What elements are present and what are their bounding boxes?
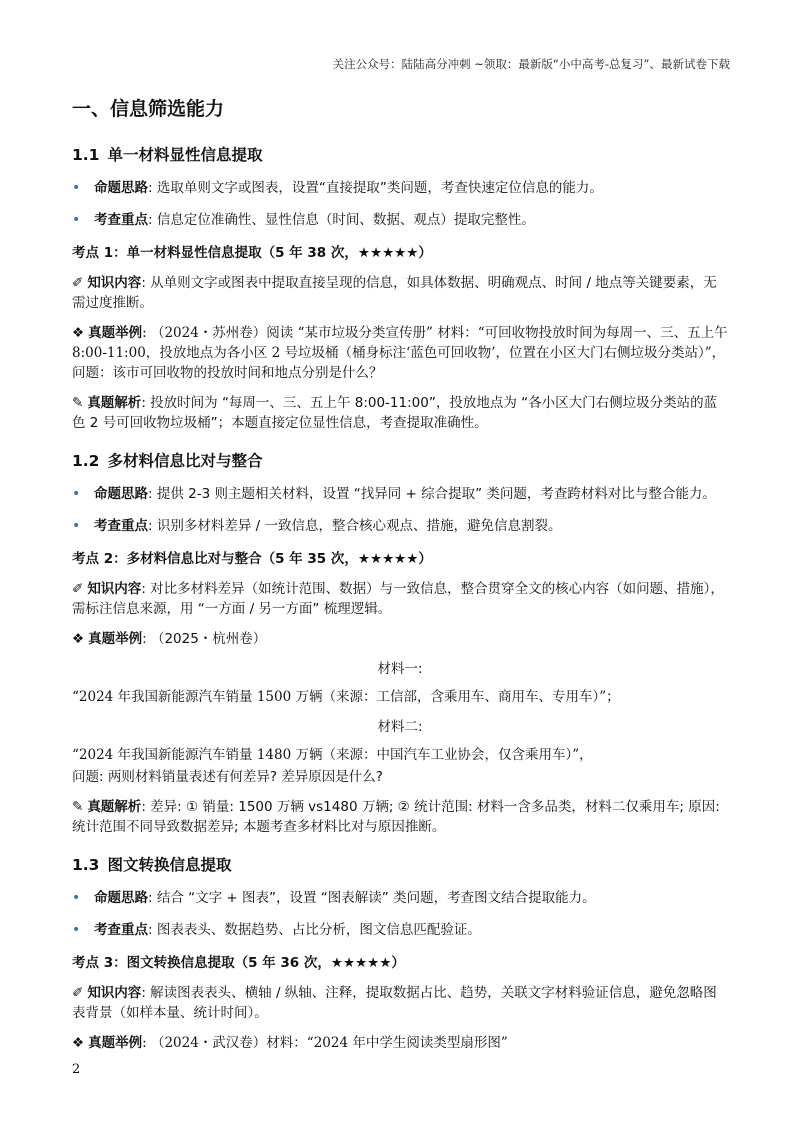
pen-icon: ✎ <box>72 799 84 815</box>
section-number: 1.2 <box>72 452 100 470</box>
knowledge-paragraph <box>72 983 728 1023</box>
pen-icon: ✎ <box>72 395 84 411</box>
section-heading-1-2 <box>72 449 728 471</box>
bullet-label: 考查重点 <box>94 922 148 938</box>
section-heading-1-1 <box>72 143 728 165</box>
section-number: 1.1 <box>72 146 100 164</box>
analysis-label: 真题解析 <box>87 395 142 411</box>
bullet-item <box>72 889 728 908</box>
example-text: : （2025・杭州卷） <box>142 631 267 647</box>
bullet-item <box>72 485 728 504</box>
bullet-label: 命题思路 <box>94 180 148 196</box>
material-one-title: 材料一: <box>377 661 423 677</box>
diamond-icon: ❖ <box>72 631 85 647</box>
knowledge-label: 知识内容 <box>87 985 142 1001</box>
bullet-text: : 信息定位准确性、显性信息（时间、数据、观点）提取完整性。 <box>148 212 535 228</box>
bullet-dot-icon: • <box>72 486 81 502</box>
section-title: 单一材料显性信息提取 <box>107 146 263 164</box>
bullet-text: : 提供 2-3 则主题相关材料，设置 “找异同 + 综合提取” 类问题，考查跨材料对比与整合能力。 <box>148 486 716 502</box>
bullet-label: 命题思路 <box>94 486 148 502</box>
example-paragraph <box>72 1033 728 1053</box>
example-label: 真题举例 <box>88 631 143 647</box>
page-number: 2 <box>72 1062 81 1077</box>
bullet-item <box>72 211 728 230</box>
diamond-icon: ❖ <box>72 325 85 341</box>
kaodian-heading: 考点 3：图文转换信息提取（5 年 36 次，★★★★★） <box>72 955 405 971</box>
bullet-label: 命题思路 <box>94 890 148 906</box>
bullet-dot-icon: • <box>72 180 81 196</box>
bullet-text: : 识别多材料差异 / 一致信息，整合核心观点、措施，避免信息割裂。 <box>148 518 562 534</box>
pencil-icon: ✐ <box>72 581 84 597</box>
bullet-item <box>72 517 728 536</box>
knowledge-text: : 解读图表表头、横轴 / 纵轴、注释，提取数据占比、趋势，关联文字材料验证信息，避免忽略图表背景（如样本量、统计时间）。 <box>72 985 717 1021</box>
bullet-dot-icon: • <box>72 890 81 906</box>
knowledge-paragraph <box>72 579 728 619</box>
page-content <box>72 90 728 1063</box>
example-text: : （2024・武汉卷）材料：“2024 年中学生阅读类型扇形图” <box>142 1035 508 1051</box>
material-two-title: 材料二: <box>377 719 423 735</box>
bullet-label: 考查重点 <box>94 518 148 534</box>
bullet-dot-icon: • <box>72 922 81 938</box>
kaodian-heading: 考点 1：单一材料显性信息提取（5 年 38 次，★★★★★） <box>72 245 432 261</box>
bullet-label: 考查重点 <box>94 212 148 228</box>
section-title: 图文转换信息提取 <box>107 856 232 874</box>
example-label: 真题举例 <box>88 1035 143 1051</box>
knowledge-paragraph <box>72 273 728 313</box>
question-text: 问题: 两则材料销量表述有何差异? 差异原因是什么? <box>72 769 383 785</box>
knowledge-text: : 对比多材料差异（如统计范围、数据）与一致信息，整合贯穿全文的核心内容（如问题、措施），需标注信息来源，用 “一方面 / 另一方面” 梳理逻辑。 <box>72 581 724 617</box>
example-paragraph <box>72 629 728 649</box>
bullet-dot-icon: • <box>72 518 81 534</box>
analysis-text: : 差异: ① 销量: 1500 万辆 vs1480 万辆; ② 统计范围: 材料一含多品类，材料二仅乘用车; 原因: 统计范围不同导致数据差异; 本题考查多材料比对与原因推断。 <box>72 799 720 835</box>
knowledge-text: : 从单则文字或图表中提取直接呈现的信息，如具体数据、明确观点、时间 / 地点等关键要素，无需过度推断。 <box>72 275 717 311</box>
analysis-paragraph <box>72 393 728 433</box>
bullet-dot-icon: • <box>72 212 81 228</box>
bullet-item <box>72 179 728 198</box>
bullet-text: : 图表表头、数据趋势、占比分析，图文信息匹配验证。 <box>148 922 481 938</box>
material-one-text: “2024 年我国新能源汽车销量 1500 万辆（来源：工信部，含乘用车、商用车、专用车）”； <box>72 689 620 705</box>
analysis-paragraph <box>72 797 728 837</box>
analysis-text: : 投放时间为 “每周一、三、五上午 8:00-11:00”，投放地点为 “各小区大门右侧垃圾分类站的蓝色 2 号可回收物垃圾桶”；本题直接定位显性信息，考查提取准确性。 <box>72 395 718 431</box>
material-two-text: “2024 年我国新能源汽车销量 1480 万辆（来源：中国汽车工业协会，仅含乘用车）”， <box>72 747 593 763</box>
example-label: 真题举例 <box>88 325 143 341</box>
example-paragraph <box>72 323 728 383</box>
section-number: 1.3 <box>72 856 100 874</box>
pencil-icon: ✐ <box>72 985 84 1001</box>
analysis-label: 真题解析 <box>87 799 142 815</box>
knowledge-label: 知识内容 <box>87 275 142 291</box>
bullet-text: : 选取单则文字或图表，设置“直接提取”类问题，考查快速定位信息的能力。 <box>148 180 603 196</box>
diamond-icon: ❖ <box>72 1035 85 1051</box>
example-text: : （2024・苏州卷）阅读 “某市垃圾分类宣传册” 材料：“可回收物投放时间为每周一、三、五上午 8:00-11:00，投放地点为各小区 2 号垃圾桶（桶身标注‘蓝色可回收物’，位置在小区大门右侧垃圾分类站）”，问题：该市可回收物的投放时间和地点分别是什么？ <box>72 325 728 381</box>
header-note: 关注公众号：陆陆高分冲刺 ~领取：最新版“小中高考-总复习”、最新试卷下载 <box>332 57 730 71</box>
bullet-item <box>72 921 728 940</box>
bullet-text: : 结合 “文字 + 图表”，设置 “图表解读” 类问题，考查图文结合提取能力。 <box>148 890 596 906</box>
page-title: 一、信息筛选能力 <box>72 98 225 120</box>
kaodian-heading: 考点 2：多材料信息比对与整合（5 年 35 次，★★★★★） <box>72 551 432 567</box>
pencil-icon: ✐ <box>72 275 84 291</box>
section-heading-1-3 <box>72 853 728 875</box>
knowledge-label: 知识内容 <box>87 581 142 597</box>
section-title: 多材料信息比对与整合 <box>107 452 263 470</box>
